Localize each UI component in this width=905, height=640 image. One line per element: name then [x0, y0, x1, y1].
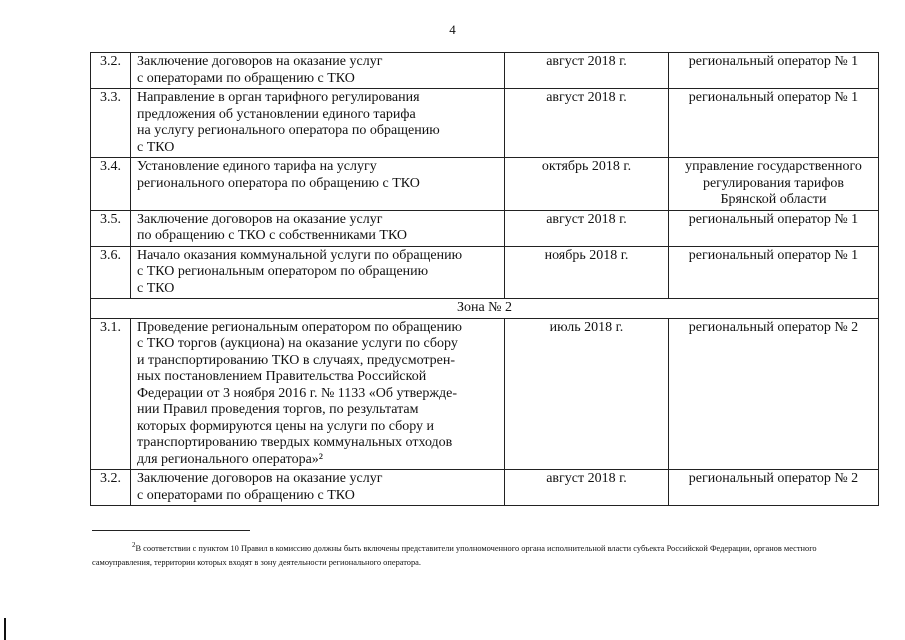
responsible-line: региональный оператор № 1 [688, 211, 859, 227]
description-line: Направление в орган тарифного регулирования [137, 90, 420, 105]
zone-header-row [91, 299, 879, 319]
item-description [131, 318, 505, 470]
item-number: 3.3. [91, 89, 131, 158]
item-deadline: ноябрь 2018 г. [505, 246, 669, 299]
item-number: 3.6. [91, 246, 131, 299]
responsible-line: Брянской области [720, 192, 827, 207]
responsible-line: региональный оператор № 2 [688, 471, 859, 486]
item-number: 3.2. [91, 470, 131, 506]
description-line: на услугу регионального оператора по обращению [137, 123, 440, 138]
item-deadline: август 2018 г. [505, 470, 669, 506]
description-line: по обращению с ТКО с собственниками ТКО [137, 228, 408, 243]
responsible-line: региональный оператор № 2 [688, 319, 859, 335]
description-line: с ТКО торгов (аукциона) на оказание услуги по сбору [137, 336, 458, 351]
description-line: Заключение договоров на оказание услуг [137, 471, 383, 486]
item-number: 3.5. [91, 210, 131, 246]
description-line: Проведение региональным оператором по обращению [137, 319, 462, 335]
responsible-line: региональный оператор № 1 [688, 247, 859, 263]
schedule-table-body [91, 53, 879, 506]
description-line: с ТКО региональным оператором по обращению [137, 264, 429, 279]
description-line: Федерации от 3 ноября 2016 г. № 1133 «Об утвержде- [137, 385, 458, 401]
table-row [91, 470, 879, 506]
responsible-line: регулирования тарифов [702, 175, 845, 191]
responsible-line: управление государственного [685, 159, 862, 174]
item-deadline: август 2018 г. [505, 53, 669, 89]
page-number: 4 [449, 22, 456, 37]
description-line: которых формируются цены на услуги по сбору и [137, 418, 435, 434]
item-description [131, 53, 505, 89]
table-row [91, 210, 879, 246]
item-description [131, 246, 505, 299]
item-description [131, 210, 505, 246]
item-responsible [669, 53, 879, 89]
item-responsible [669, 210, 879, 246]
table-row [91, 158, 879, 211]
item-deadline: июль 2018 г. [505, 318, 669, 470]
footnote-divider [92, 530, 250, 531]
description-line: Заключение договоров на оказание услуг [137, 211, 383, 227]
item-responsible [669, 318, 879, 470]
item-number: 3.4. [91, 158, 131, 211]
description-line: с операторами по обращению с ТКО [137, 70, 355, 86]
item-responsible [669, 246, 879, 299]
item-responsible [669, 470, 879, 506]
footnote [92, 538, 878, 570]
description-line: предложения об установлении единого тарифа [137, 106, 416, 122]
description-line: с операторами по обращению с ТКО [137, 487, 355, 503]
item-description [131, 470, 505, 506]
footnote-text: В соответствии с пунктом 10 Правил в комиссию должны быть включены представители уполномоченного органа исполнительной власти субъекта Российской Федерации, органов местного самоуправления, территории которых входят в зону деятельности регионального оператора. [92, 543, 817, 567]
footnote-marker: 2 [132, 541, 136, 549]
table-row [91, 246, 879, 299]
responsible-line: региональный оператор № 1 [688, 90, 859, 105]
description-line: Начало оказания коммунальной услуги по обращению [137, 247, 463, 263]
item-description [131, 89, 505, 158]
description-line: для регионального оператора»² [137, 451, 323, 467]
item-number: 3.2. [91, 53, 131, 89]
zone-label: Зона № 2 [91, 299, 879, 319]
description-line: регионального оператора по обращению с ТКО [137, 175, 420, 191]
description-line: и транспортированию ТКО в случаях, предусмотрен- [137, 352, 456, 368]
table-row [91, 53, 879, 89]
item-number: 3.1. [91, 318, 131, 470]
scan-edge-mark [4, 618, 6, 640]
item-responsible [669, 158, 879, 211]
item-deadline: октябрь 2018 г. [505, 158, 669, 211]
item-responsible [669, 89, 879, 158]
description-line: с ТКО [137, 280, 175, 296]
item-deadline: август 2018 г. [505, 210, 669, 246]
table-row [91, 318, 879, 470]
schedule-table [90, 52, 879, 506]
description-line: нии Правил проведения торгов, по результатам [137, 402, 419, 417]
description-line: Установление единого тарифа на услугу [137, 159, 377, 174]
item-deadline: август 2018 г. [505, 89, 669, 158]
table-row [91, 89, 879, 158]
description-line: Заключение договоров на оказание услуг [137, 54, 383, 69]
responsible-line: региональный оператор № 1 [688, 54, 859, 69]
item-description [131, 158, 505, 211]
description-line: ных постановлением Правительства Российской [137, 369, 427, 384]
description-line: транспортированию твердых коммунальных отходов [137, 435, 453, 450]
description-line: с ТКО [137, 139, 175, 155]
